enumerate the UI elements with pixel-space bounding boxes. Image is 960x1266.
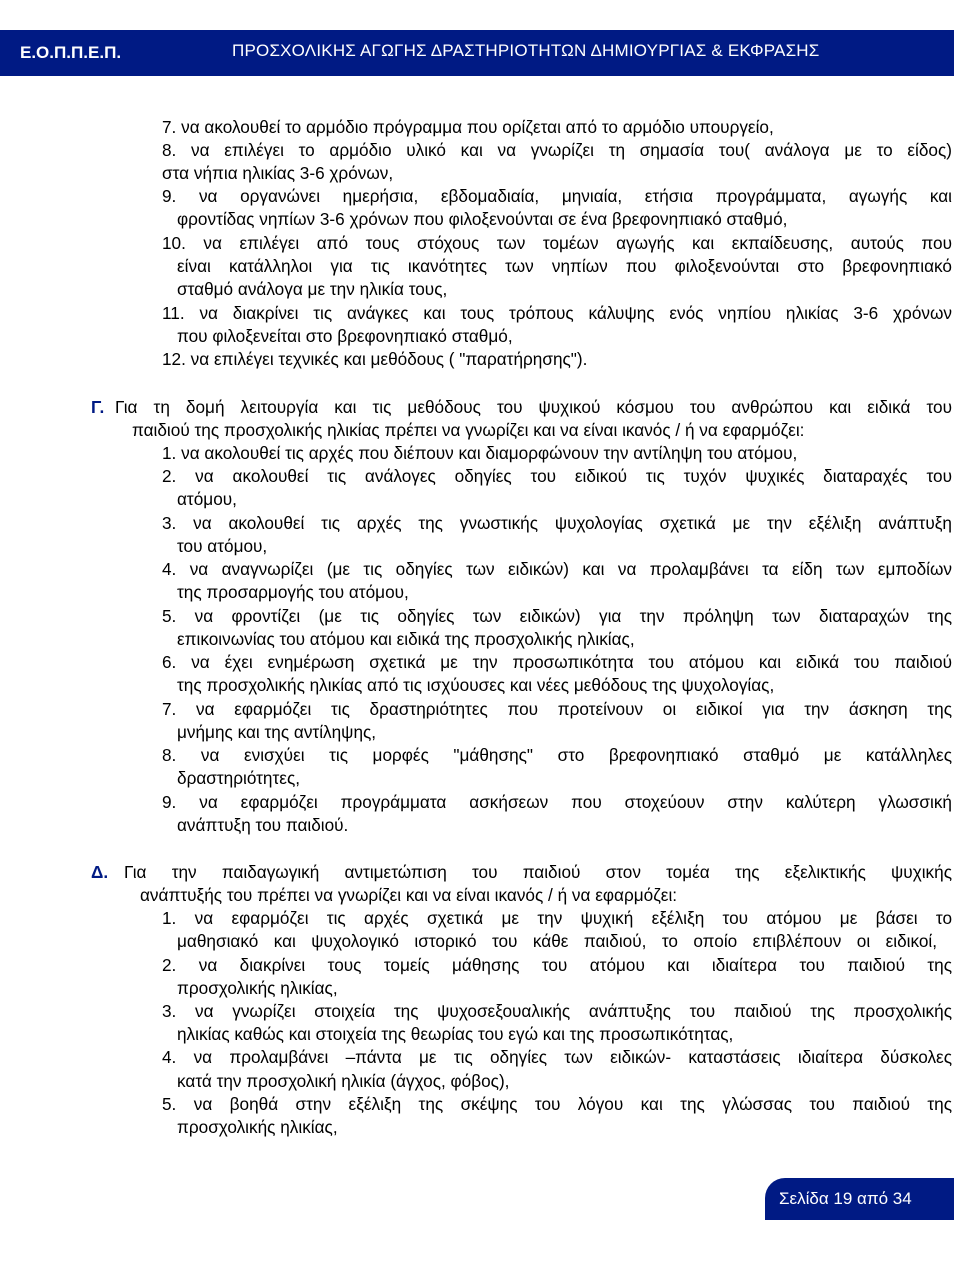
- list-item: 4. να προλαμβάνει –πάντα με τις οδηγίες των ειδικών- καταστάσεις ιδιαίτερα δύσκολες: [162, 1047, 952, 1067]
- header-org: Ε.Ο.Π.Π.Ε.Π.: [20, 43, 122, 62]
- list-item: 12. να επιλέγει τεχνικές και μεθόδους ( "παρατήρησης").: [162, 349, 588, 369]
- list-item: 1. να ακολουθεί τις αρχές που διέπουν και διαμορφώνουν την αντίληψη του ατόμου,: [162, 443, 798, 463]
- list-item-continuation: φροντίδας νηπίων 3-6 χρόνων που φιλοξενούνται σε ένα βρεφονηπιακό σταθμό,: [177, 209, 788, 229]
- list-item: 7. να ακολουθεί το αρμόδιο πρόγραμμα που ορίζεται από το αρμόδιο υπουργείο,: [162, 117, 774, 137]
- list-item-continuation: της προσαρμογής του ατόμου,: [177, 582, 409, 602]
- section-d-letter: Δ.: [91, 862, 109, 882]
- list-item: 11. να διακρίνει τις ανάγκες και τους τρόπους κάλυψης ενός νηπίου ηλικίας 3-6 χρόνων: [162, 303, 952, 323]
- list-item-continuation: της προσχολικής ηλικίας από τις ισχύουσες και νέες μεθόδους της ψυχολογίας,: [177, 675, 775, 695]
- section-d-intro: ανάπτυξής του πρέπει να γνωρίζει και να είναι ικανός / ή να εφαρμόζει:: [140, 885, 678, 905]
- page-number: Σελίδα 19 από 34: [779, 1189, 912, 1208]
- list-item-continuation: σταθμό ανάλογα με την ηλικία τους,: [177, 279, 448, 299]
- list-item: 1. να εφαρμόζει τις αρχές σχετικά με την ψυχική εξέλιξη του ατόμου με βάσει το: [162, 908, 952, 928]
- list-item: 9. να εφαρμόζει προγράμματα ασκήσεων που στοχεύουν στην καλύτερη γλωσσική: [162, 792, 952, 812]
- list-item: 8. να επιλέγει το αρμόδιο υλικό και να γνωρίζει τη σημασία του( ανάλογα με το είδος): [162, 140, 952, 160]
- list-item: 9. να οργανώνει ημερήσια, εβδομαδιαία, μηνιαία, ετήσια προγράμματα, αγωγής και: [162, 186, 952, 206]
- list-item-continuation: δραστηριότητες,: [177, 768, 301, 788]
- list-item-continuation: προσχολικής ηλικίας,: [177, 978, 338, 998]
- list-item-continuation: του ατόμου,: [177, 536, 268, 556]
- list-item: 2. να διακρίνει τους τομείς μάθησης του ατόμου και ιδιαίτερα του παιδιού της: [162, 955, 952, 975]
- header-title: ΠΡΟΣΧΟΛΙΚΗΣ ΑΓΩΓΗΣ ΔΡΑΣΤΗΡΙΟΤΗΤΩΝ ΔΗΜΙΟΥΡΓΙΑΣ & ΕΚΦΡΑΣΗΣ: [232, 41, 820, 60]
- list-item: 2. να ακολουθεί τις ανάλογες οδηγίες του ειδικού τις τυχόν ψυχικές διαταραχές του: [162, 466, 952, 486]
- list-item-continuation: είναι κατάλληλοι για τις ικανότητες των νηπίων που φιλοξενούνται στο βρεφονηπιακό: [177, 256, 952, 276]
- list-item: 5. να βοηθά στην εξέλιξη της σκέψης του λόγου και της γλώσσας του παιδιού της: [162, 1094, 952, 1114]
- list-item: 8. να ενισχύει τις μορφές "μάθησης" στο βρεφονηπιακό σταθμό με κατάλληλες: [162, 745, 952, 765]
- section-g-letter: Γ.: [91, 397, 105, 417]
- list-item-continuation: ηλικίας καθώς και στοιχεία της θεωρίας του εγώ και της προσωπικότητας,: [177, 1024, 734, 1044]
- list-item-continuation: επικοινωνίας του ατόμου και ειδικά της προσχολικής ηλικίας,: [177, 629, 635, 649]
- list-item-continuation: κατά την προσχολική ηλικία (άγχος, φόβος),: [177, 1071, 510, 1091]
- section-g-intro: παιδιού της προσχολικής ηλικίας πρέπει να γνωρίζει και να είναι ικανός / ή να εφαρμόζει:: [132, 420, 805, 440]
- list-item-continuation: που φιλοξενείται στο βρεφονηπιακό σταθμό,: [177, 326, 513, 346]
- list-item-continuation: στα νήπια ηλικίας 3-6 χρόνων,: [162, 163, 394, 183]
- list-item: 3. να γνωρίζει στοιχεία της ψυχοσεξουαλικής ανάπτυξης του παιδιού της προσχολικής: [162, 1001, 952, 1021]
- list-item: 10. να επιλέγει από τους στόχους των τομέων αγωγής και εκπαίδευσης, αυτούς που: [162, 233, 952, 253]
- section-g-intro: Για τη δομή λειτουργία και τις μεθόδους του ψυχικού κόσμου του ανθρώπου και ειδικά του: [115, 397, 952, 417]
- list-item: 3. να ακολουθεί τις αρχές της γνωστικής ψυχολογίας σχετικά με την εξέλιξη ανάπτυξη: [162, 513, 952, 533]
- list-item-continuation: ανάπτυξη του παιδιού.: [177, 815, 349, 835]
- page-header: [0, 30, 960, 76]
- list-item: 6. να έχει ενημέρωση σχετικά με την προσωπικότητα του ατόμου και ειδικά του παιδιού: [162, 652, 952, 672]
- section-d-intro: Για την παιδαγωγική αντιμετώπιση του παιδιού στον τομέα της εξελικτικής ψυχικής: [124, 862, 952, 882]
- list-item: 5. να φροντίζει (με τις οδηγίες των ειδικών) για την πρόληψη των διαταραχών της: [162, 606, 952, 626]
- list-item: 4. να αναγνωρίζει (με τις οδηγίες των ειδικών) και να προλαμβάνει τα είδη των εμποδίων: [162, 559, 952, 579]
- page-footer: [765, 1178, 954, 1220]
- list-item-continuation: ατόμου,: [177, 489, 237, 509]
- list-item-continuation: μνήμης και της αντίληψης,: [177, 722, 377, 742]
- list-item-continuation: προσχολικής ηλικίας,: [177, 1117, 338, 1137]
- list-item: 7. να εφαρμόζει τις δραστηριότητες που προτείνουν οι ειδικοί για την άσκηση της: [162, 699, 952, 719]
- list-item-continuation: μαθησιακό και ψυχολογικό ιστορικό του κάθε παιδιού, το οποίο επιβλέπουν οι ειδικοί,: [177, 931, 937, 951]
